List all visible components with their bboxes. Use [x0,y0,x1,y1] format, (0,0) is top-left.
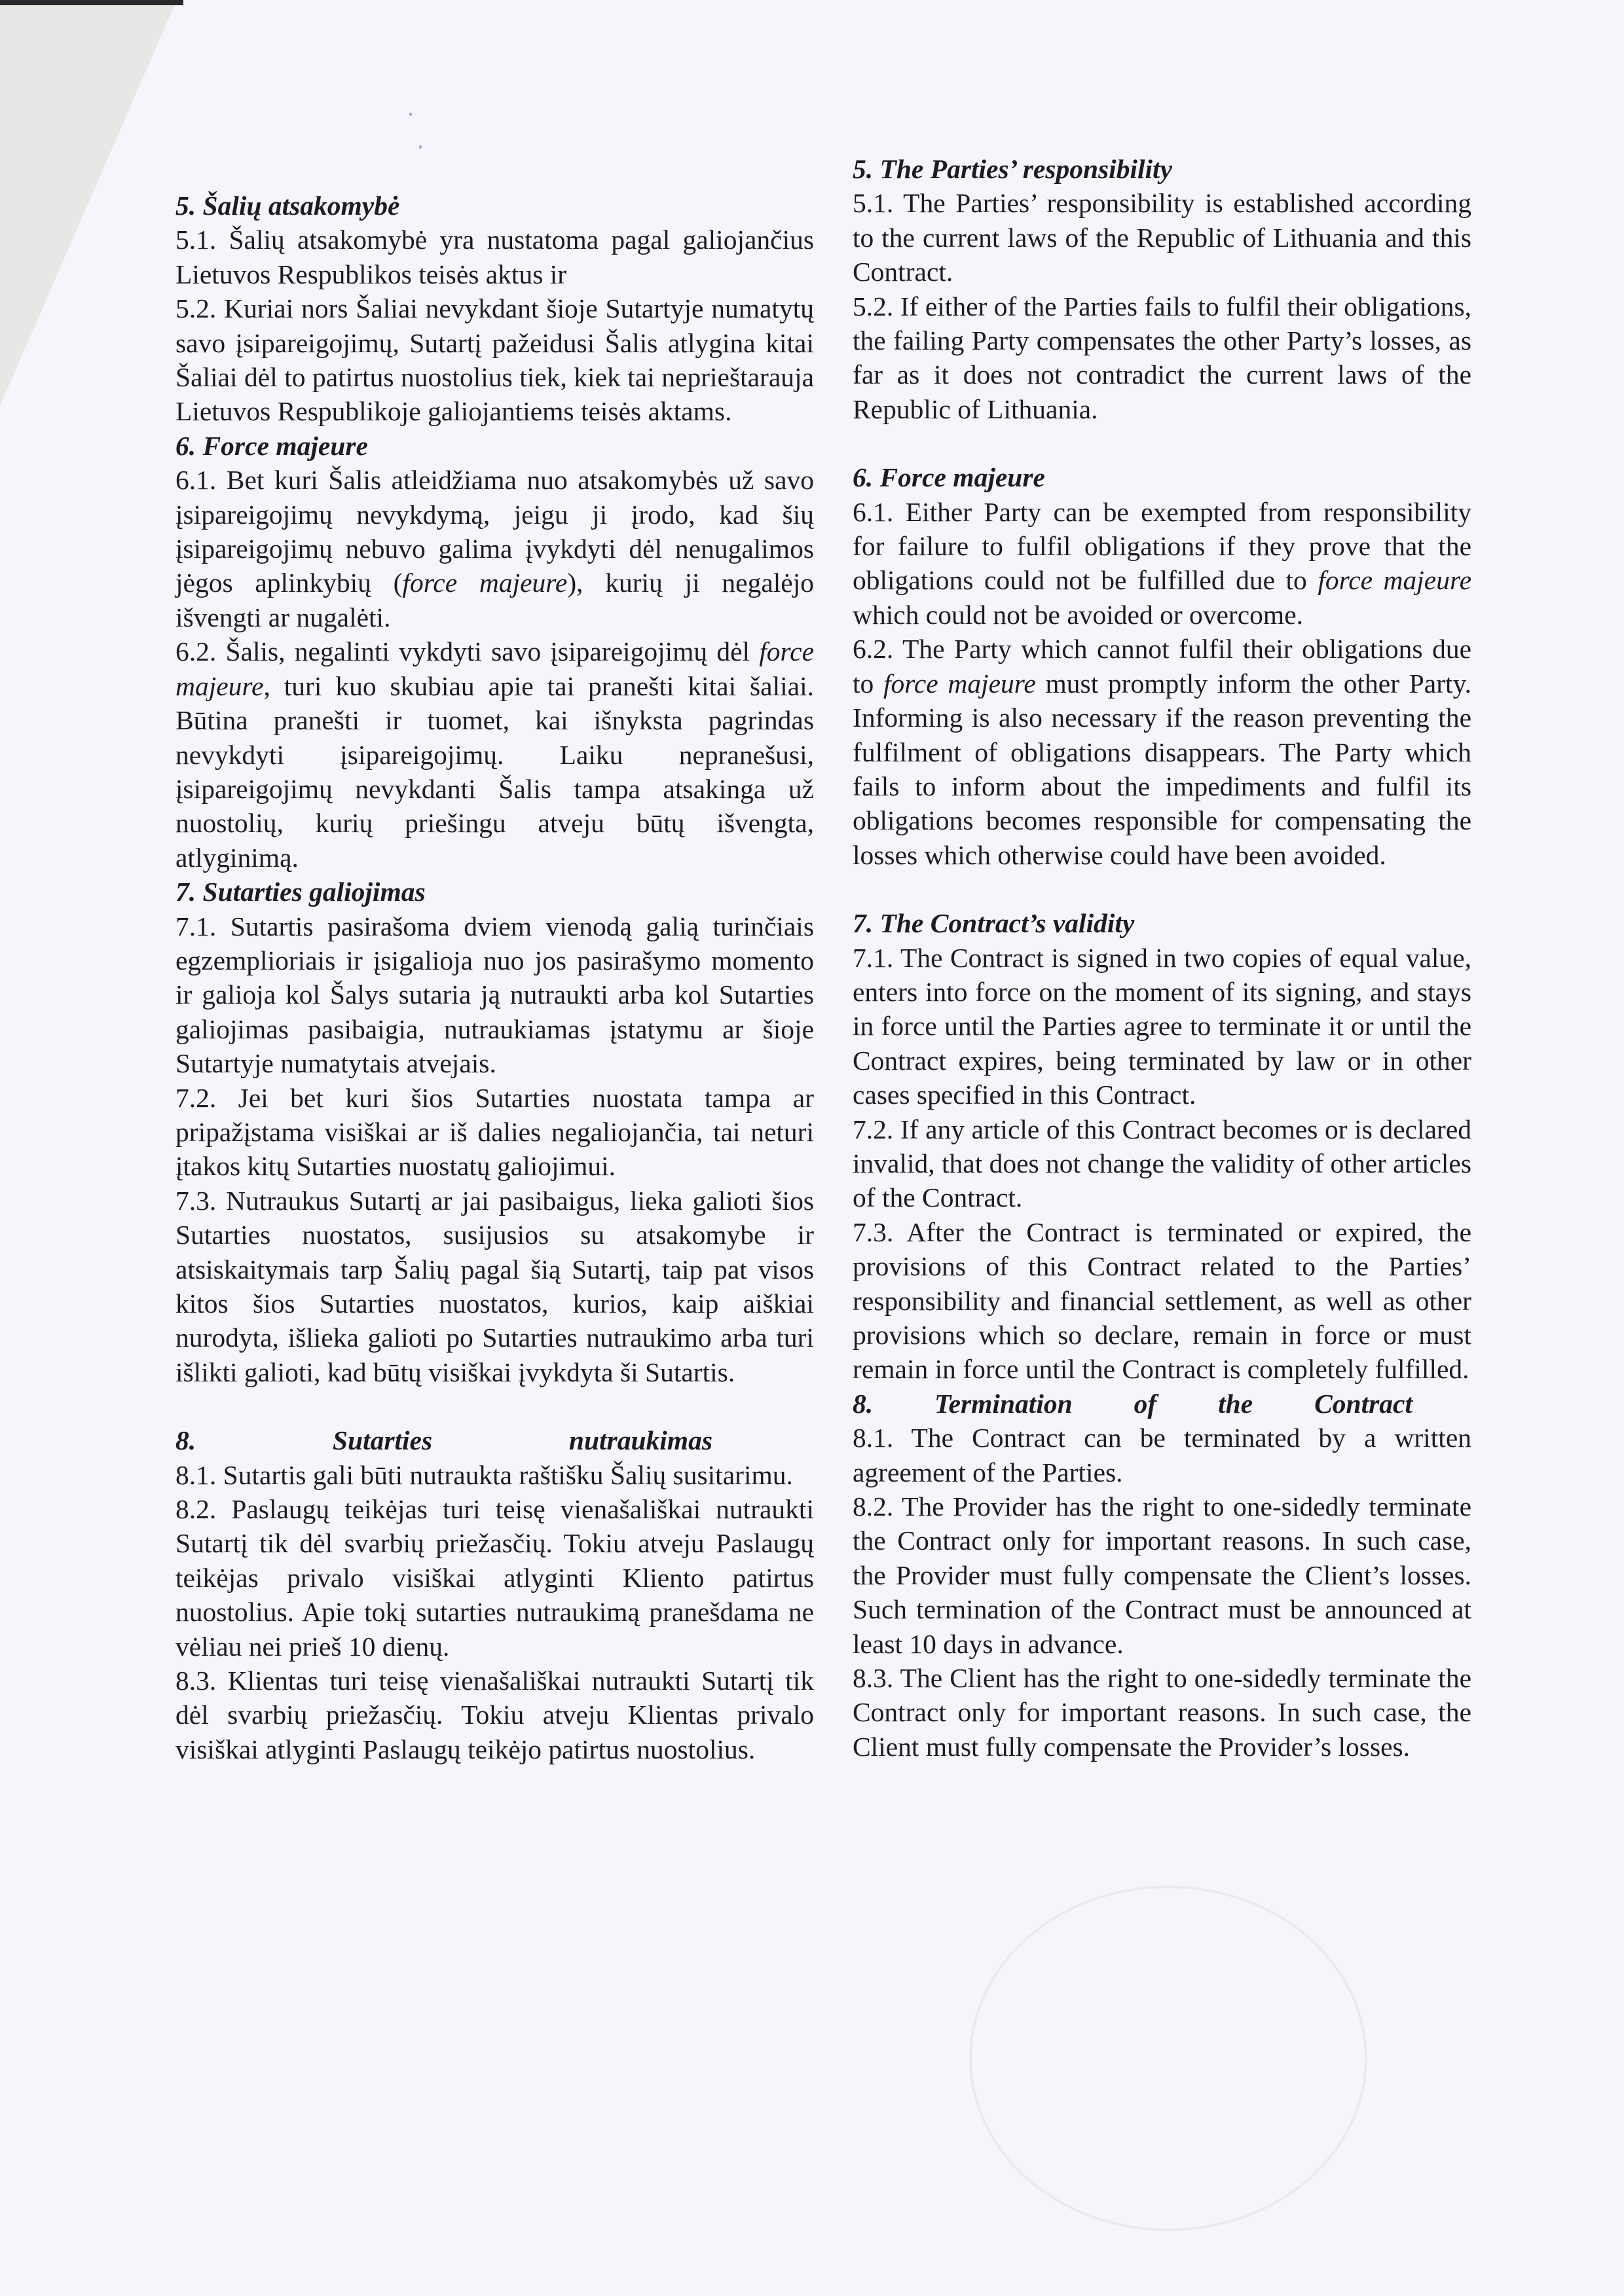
heading-part: of [1134,1388,1157,1419]
english-column [853,152,1471,1764]
section-heading: 6. Force majeure [853,462,1045,493]
clause-5-1: 5.1. Šalių atsakomybė yra nustatoma pagal galiojančius Lietuvos Respublikos teisės aktus ir [175,225,814,289]
clause-6-2: 6.2. The Party which cannot fulfil their obligations due to force majeure must promptly inform the other Party. Informing is also necessary if the reason preventing the fulfilment of obligations disappears. The Party which fails to inform about the impediments and fulfil its obligations becomes responsible for compensating the losses which otherwise could have been avoided. [853,634,1472,870]
clause-8-1: 8.1. Sutartis gali būti nutraukta raštišku Šalių susitarimu. [175,1459,793,1490]
clause-7-3: 7.3. After the Contract is terminated or expired, the provisions of this Contract related to the Parties’ responsibility and financial settlement, as well as other provisions which so declare, remain in force or must remain in force until the Contract is completely fulfilled. [853,1216,1471,1385]
section-7-lt [175,875,814,1389]
italic-term: force majeure [402,568,568,598]
heading-part: 8. [853,1388,874,1419]
heading-part: Termination [934,1388,1073,1419]
lithuanian-column [175,152,814,1766]
clause-8-1: 8.1. The Contract can be terminated by a written agreement of the Parties. [853,1423,1471,1487]
section-6-lt [175,429,814,875]
clause-5-1: 5.1. The Parties’ responsibility is established according to the current laws of the Republic of Lithuania and this Contract. [853,188,1471,287]
section-heading [175,1423,712,1457]
faint-stamp-bleed [969,1886,1367,2231]
heading-part: Sutarties [332,1425,433,1456]
heading-part: 8. [175,1425,196,1456]
scan-speck [419,145,422,149]
heading-part: the [1218,1388,1253,1419]
section-5-en [853,152,1471,426]
folded-corner [0,0,177,406]
section-heading: 5. Šalių atsakomybė [175,191,400,221]
section-8-lt [175,1423,814,1766]
clause-7-3: 7.3. Nutraukus Sutartį ar jai pasibaigus, lieka galioti šios Sutarties nuostatos, susijusios su atsakomybe ir atsiskaitymais tarp Šalių pagal šią Sutartį, taip pat visos kitos šios Sutarties nuostatos, kurios, kaip aiškiai nurodyta, išlieka galioti po Sutarties nutraukimo arba turi išlikti galioti, kad būtų visiškai įvykdyta ši Sutartis. [175,1185,814,1387]
heading-part: Contract [1314,1388,1412,1419]
clause-7-2: 7.2. If any article of this Contract becomes or is declared invalid, that does not change the validity of other articles of the Contract. [853,1114,1471,1213]
clause-7-1: 7.1. The Contract is signed in two copies of equal value, enters into force on the moment of its signing, and stays in force until the Parties agree to terminate it or until the Contract expires, being terminated by law or in other cases specified in this Contract. [853,942,1471,1110]
clause-6-1: 6.1. Bet kuri Šalis atleidžiama nuo atsakomybės už savo įsipareigojimų nevykdymą, jeigu ji įrodo, kad šių įsipareigojimų nebuvo galima įvykdyti dėl nenugalimos jėgos aplinkybių (force majeure), kurių ji negalėjo išvengti ar nugalėti. [175,465,814,632]
clause-6-1: 6.1. Either Party can be exempted from responsibility for failure to fulfil obligations if they prove that the obligations could not be fulfilled due to force majeure which could not be avoided or overcome. [853,496,1472,630]
section-8-en [853,1387,1471,1764]
clause-8-3: 8.3. Klientas turi teisę vienašališkai nutraukti Sutartį tik dėl svarbių priežasčių. Tokiu atveju Klientas privalo visiškai atlyginti Paslaugų teikėjo patirtus nuostolius. [175,1666,814,1764]
clause-8-3: 8.3. The Client has the right to one-sidedly terminate the Contract only for important reasons. In such case, the Client must fully compensate the Provider’s losses. [853,1663,1471,1762]
section-7-en [853,906,1471,1387]
section-heading: 6. Force majeure [175,430,368,461]
heading-part: nutraukimas [568,1425,712,1456]
italic-term: force majeure [883,668,1036,699]
clause-6-2: 6.2. Šalis, negalinti vykdyti savo įsipareigojimų dėl force majeure, turi kuo skubiau apie tai pranešti kitai šaliai. Būtina pranešti ir tuomet, kai išnyksta pagrindas nevykdyti įsipareigojimų. Laiku nepranešusi, įsipareigojimų nevykdanti Šalis tampa atsakinga už nuostolių, kurių priešingu atveju būtų išvengta, atlyginimą. [175,636,814,873]
clause-8-2: 8.2. The Provider has the right to one-sidedly terminate the Contract only for important reasons. In such case, the Provider must fully compensate the Client’s losses. Such termination of the Contract must be announced at least 10 days in advance. [853,1491,1471,1659]
section-heading [853,1387,1412,1421]
section-heading: 7. The Contract’s validity [853,908,1135,939]
section-5-lt [175,189,814,429]
section-heading: 5. The Parties’ responsibility [853,154,1172,184]
italic-term: force majeure [175,636,814,701]
clause-7-2: 7.2. Jei bet kuri šios Sutarties nuostata tampa ar pripažįstama visiškai ar iš dalies negaliojančia, tai neturi įtakos kitų Sutarties nuostatų galiojimui. [175,1082,814,1182]
clause-8-2: 8.2. Paslaugų teikėjas turi teisę vienašališkai nutraukti Sutartį tik dėl svarbių priežasčių. Tokiu atveju Paslaugų teikėjas privalo visiškai atlyginti Kliento patirtus nuostolius. Apie tokį sutarties nutraukimą pranešdama ne vėliau nei prieš 10 dienų. [175,1494,814,1662]
clause-5-2: 5.2. Kuriai nors Šaliai nevykdant šioje Sutartyje numatytų savo įsipareigojimų, Sutartį pažeidusi Šalis atlygina kitai Šaliai dėl to patirtus nuostolius tiek, kiek tai neprieštarauja Lietuvos Respublikoje galiojantiems teisės aktams. [175,293,814,427]
scan-edge [0,0,183,5]
section-6-en [853,460,1471,872]
scan-speck [409,113,412,116]
italic-term: force majeure [1318,565,1472,596]
section-heading: 7. Sutarties galiojimas [175,877,426,907]
clause-5-2: 5.2. If either of the Parties fails to fulfil their obligations, the failing Party compensates the other Party’s losses, as far as it does not contradict the current laws of the Republic of Lithuania. [853,291,1471,424]
clause-7-1: 7.1. Sutartis pasirašoma dviem vienodą galią turinčiais egzemplioriais ir įsigalioja nuo jos pasirašymo momento ir galioja kol Šalys sutaria ją nutraukti arba kol Sutarties galiojimas pasibaigia, nutraukiamas įstatymu ar šioje Sutartyje numatytais atvejais. [175,911,814,1079]
